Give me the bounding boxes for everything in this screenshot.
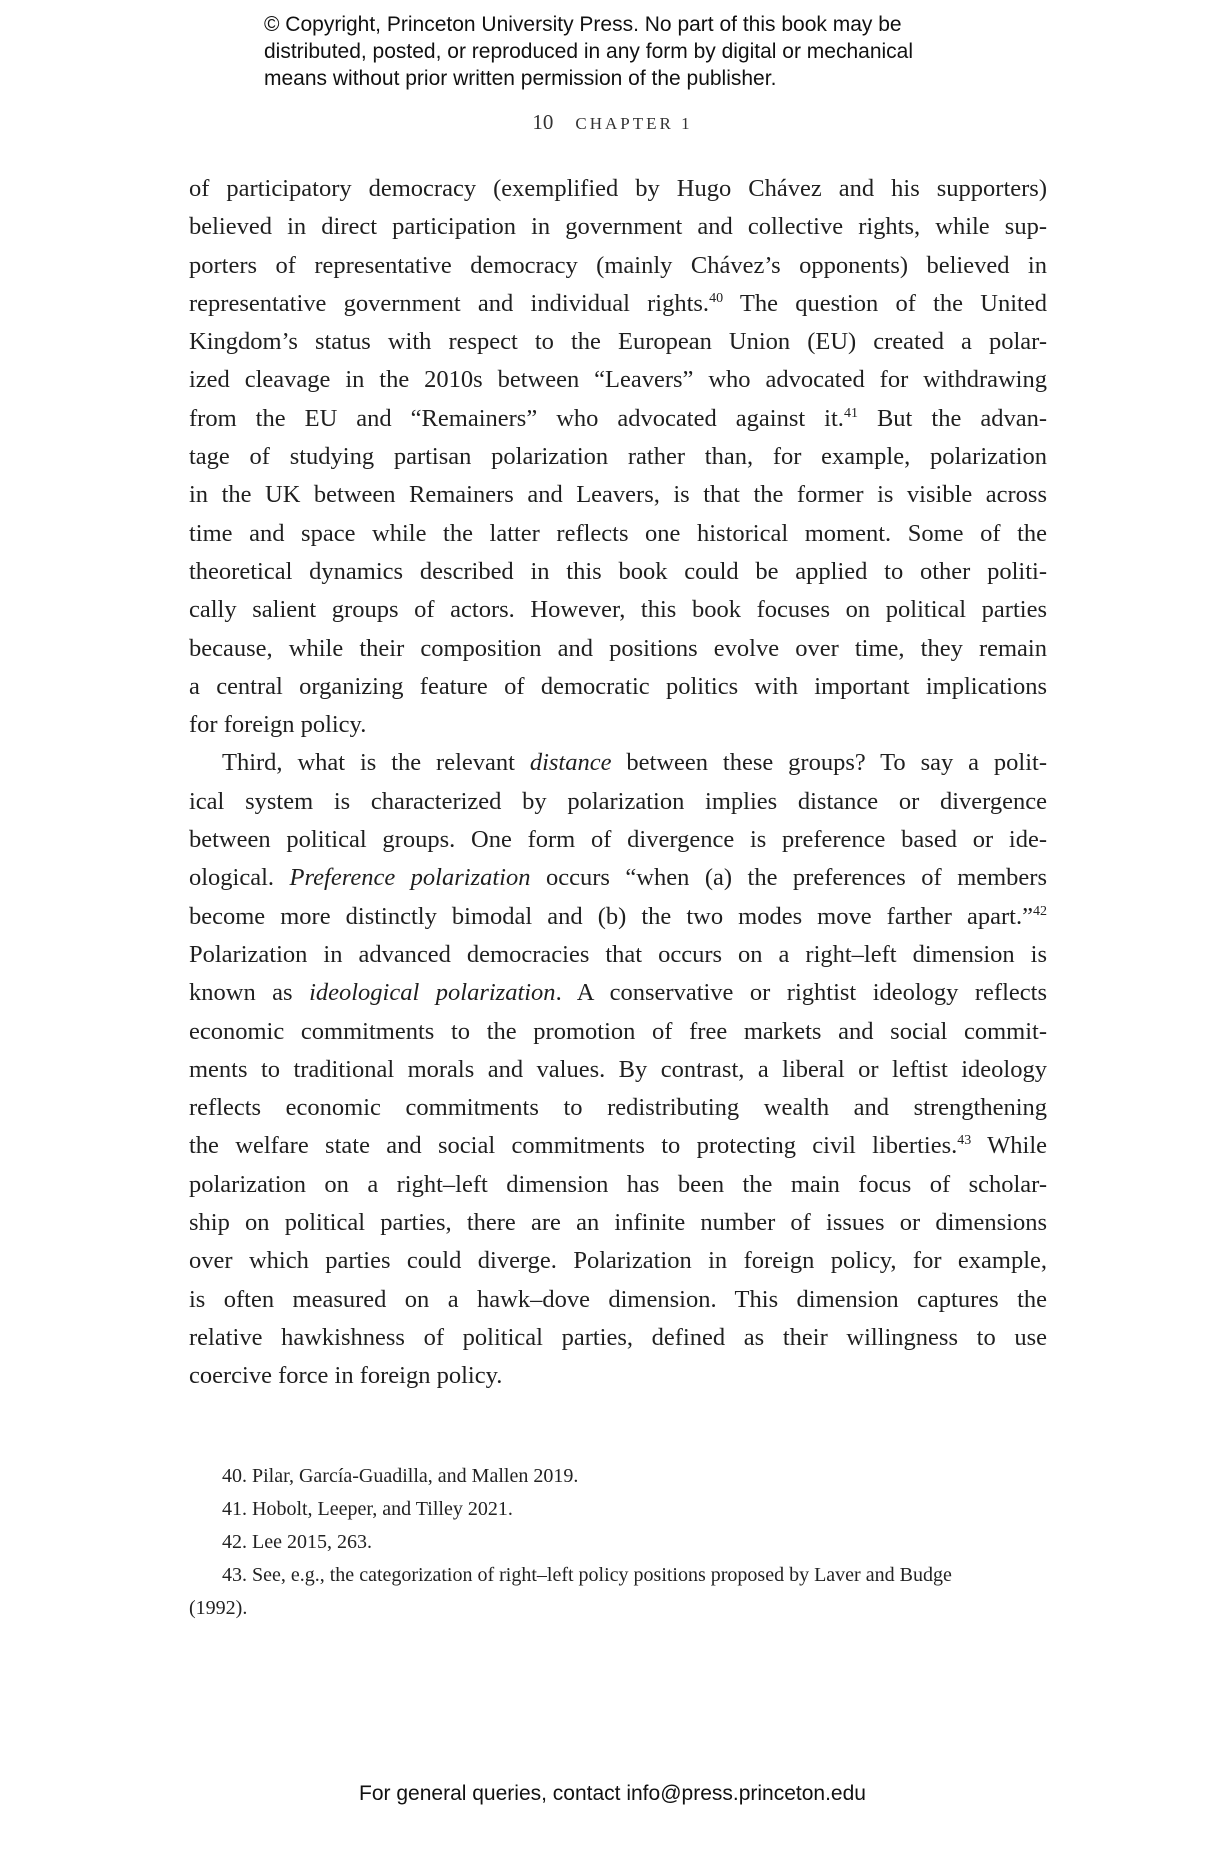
text-line — [189, 361, 1047, 399]
footnote-ref: 40 — [709, 290, 724, 306]
text-line — [189, 936, 1047, 974]
text-line — [189, 1089, 1047, 1127]
text-line — [189, 323, 1047, 361]
text-segment: economic commitments to the promotion of free markets and social commit- — [189, 1017, 1047, 1045]
text-line — [189, 821, 1047, 859]
text-segment: reflects economic commitments to redistributing wealth and strengthening — [189, 1094, 1047, 1122]
text-line — [189, 591, 1047, 629]
text-line — [189, 170, 1047, 208]
text-line — [189, 1242, 1047, 1280]
footnote: 40. Pilar, García-Guadilla, and Mallen 2019. — [222, 1465, 579, 1487]
text-line — [189, 438, 1047, 476]
text-segment: for foreign policy. — [189, 711, 367, 739]
text-segment: polarization on a right–left dimension has been the main focus of scholar- — [189, 1170, 1047, 1198]
footnote-ref: 42 — [1033, 903, 1047, 919]
text-line — [189, 1204, 1047, 1242]
text-segment: porters of representative democracy (mainly Chávez’s opponents) believed in — [189, 251, 1047, 279]
text-segment: tage of studying partisan polarization rather than, for example, polarization — [189, 443, 1047, 471]
text-line — [189, 515, 1047, 553]
text-line — [189, 974, 1047, 1012]
text-segment: Kingdom’s status with respect to the European Union (EU) created a polar- — [189, 328, 1047, 356]
emphasis: ideological polarization — [309, 979, 556, 1007]
text-segment: relative hawkishness of political parties, defined as their willingness to use — [189, 1323, 1047, 1351]
copyright-line: means without prior written permission of the publisher. — [264, 67, 777, 90]
text-segment: ship on political parties, there are an infinite number of issues or dimensions — [189, 1209, 1047, 1237]
text-line — [189, 1051, 1047, 1089]
text-segment: coercive force in foreign policy. — [189, 1362, 503, 1390]
text-line — [189, 1281, 1047, 1319]
text-segment: time and space while the latter reflects one historical moment. Some of the — [189, 519, 1047, 547]
text-line — [189, 285, 1047, 323]
text-segment: ized cleavage in the 2010s between “Leavers” who advocated for withdrawing — [189, 366, 1047, 394]
text-segment: Third, what is the relevant — [222, 749, 530, 777]
text-line — [189, 898, 1047, 936]
footnote: 43. See, e.g., the categorization of right–left policy positions proposed by Laver and Budge — [222, 1564, 952, 1586]
text-segment: cally salient groups of actors. However, this book focuses on political parties — [189, 596, 1047, 624]
chapter-label: CHAPTER 1 — [575, 114, 693, 133]
text-line — [189, 783, 1047, 821]
text-segment: While — [971, 1132, 1047, 1160]
emphasis: distance — [529, 749, 612, 777]
footnote: (1992). — [189, 1597, 248, 1619]
text-segment: The question of the United — [723, 289, 1047, 317]
text-line — [189, 859, 1047, 897]
text-line — [189, 553, 1047, 591]
text-line — [189, 1319, 1047, 1357]
text-line — [189, 744, 1047, 782]
text-segment: a central organizing feature of democratic politics with important implications — [189, 672, 1047, 700]
text-segment: in the UK between Remainers and Leavers, is that the former is visible across — [189, 481, 1047, 509]
footnotes — [189, 1460, 1047, 1625]
footnote: 42. Lee 2015, 263. — [222, 1531, 372, 1553]
text-line — [189, 668, 1047, 706]
text-line — [189, 706, 1047, 744]
text-segment: ological. — [189, 864, 290, 892]
page-number: 10 — [532, 110, 554, 134]
text-line — [189, 476, 1047, 514]
text-line — [189, 247, 1047, 285]
text-segment: between these groups? To say a polit- — [611, 749, 1047, 777]
text-segment: over which parties could diverge. Polarization in foreign policy, for example, — [189, 1247, 1047, 1275]
text-line — [189, 400, 1047, 438]
text-segment: occurs “when (a) the preferences of members — [530, 864, 1048, 892]
text-segment: of participatory democracy (exemplified by Hugo Chávez and his supporters) — [189, 175, 1047, 202]
text-segment: become more distinctly bimodal and (b) the two modes move farther apart.” — [189, 902, 1033, 930]
footnote-ref: 43 — [957, 1133, 972, 1149]
text-line — [189, 1357, 1047, 1395]
text-segment: the welfare state and social commitments to protecting civil liberties. — [189, 1132, 958, 1160]
footer-contact: For general queries, contact info@press.princeton.edu — [359, 1782, 866, 1805]
text-segment: theoretical dynamics described in this book could be applied to other politi- — [189, 557, 1047, 585]
text-segment: ments to traditional morals and values. By contrast, a liberal or leftist ideology — [189, 1055, 1047, 1083]
text-segment: . A conservative or rightist ideology reflects — [555, 979, 1047, 1007]
text-line — [189, 208, 1047, 246]
copyright-notice — [264, 11, 1024, 92]
text-segment: ical system is characterized by polarization implies distance or divergence — [189, 787, 1047, 815]
body-text — [189, 170, 1047, 1396]
text-segment: believed in direct participation in government and collective rights, while sup- — [189, 213, 1047, 241]
text-segment: because, while their composition and positions evolve over time, they remain — [189, 634, 1047, 662]
text-line — [189, 1166, 1047, 1204]
text-segment: Polarization in advanced democracies that occurs on a right–left dimension is — [189, 940, 1047, 968]
text-segment: is often measured on a hawk–dove dimension. This dimension captures the — [189, 1285, 1047, 1313]
text-line — [189, 1127, 1047, 1165]
running-header — [0, 110, 1225, 135]
copyright-line: © Copyright, Princeton University Press. No part of this book may be — [264, 13, 902, 36]
text-segment: But the advan- — [857, 404, 1047, 432]
footnote: 41. Hobolt, Leeper, and Tilley 2021. — [222, 1498, 513, 1520]
text-segment: known as — [189, 979, 310, 1007]
footnote-ref: 41 — [843, 405, 858, 421]
text-segment: from the EU and “Remainers” who advocated against it. — [189, 404, 844, 432]
text-line — [189, 1013, 1047, 1051]
text-segment: between political groups. One form of divergence is preference based or ide- — [189, 826, 1047, 854]
copyright-line: distributed, posted, or reproduced in any form by digital or mechanical — [264, 40, 914, 63]
emphasis: Preference polarization — [289, 864, 531, 892]
text-line — [189, 630, 1047, 668]
text-segment: representative government and individual rights. — [189, 289, 710, 317]
